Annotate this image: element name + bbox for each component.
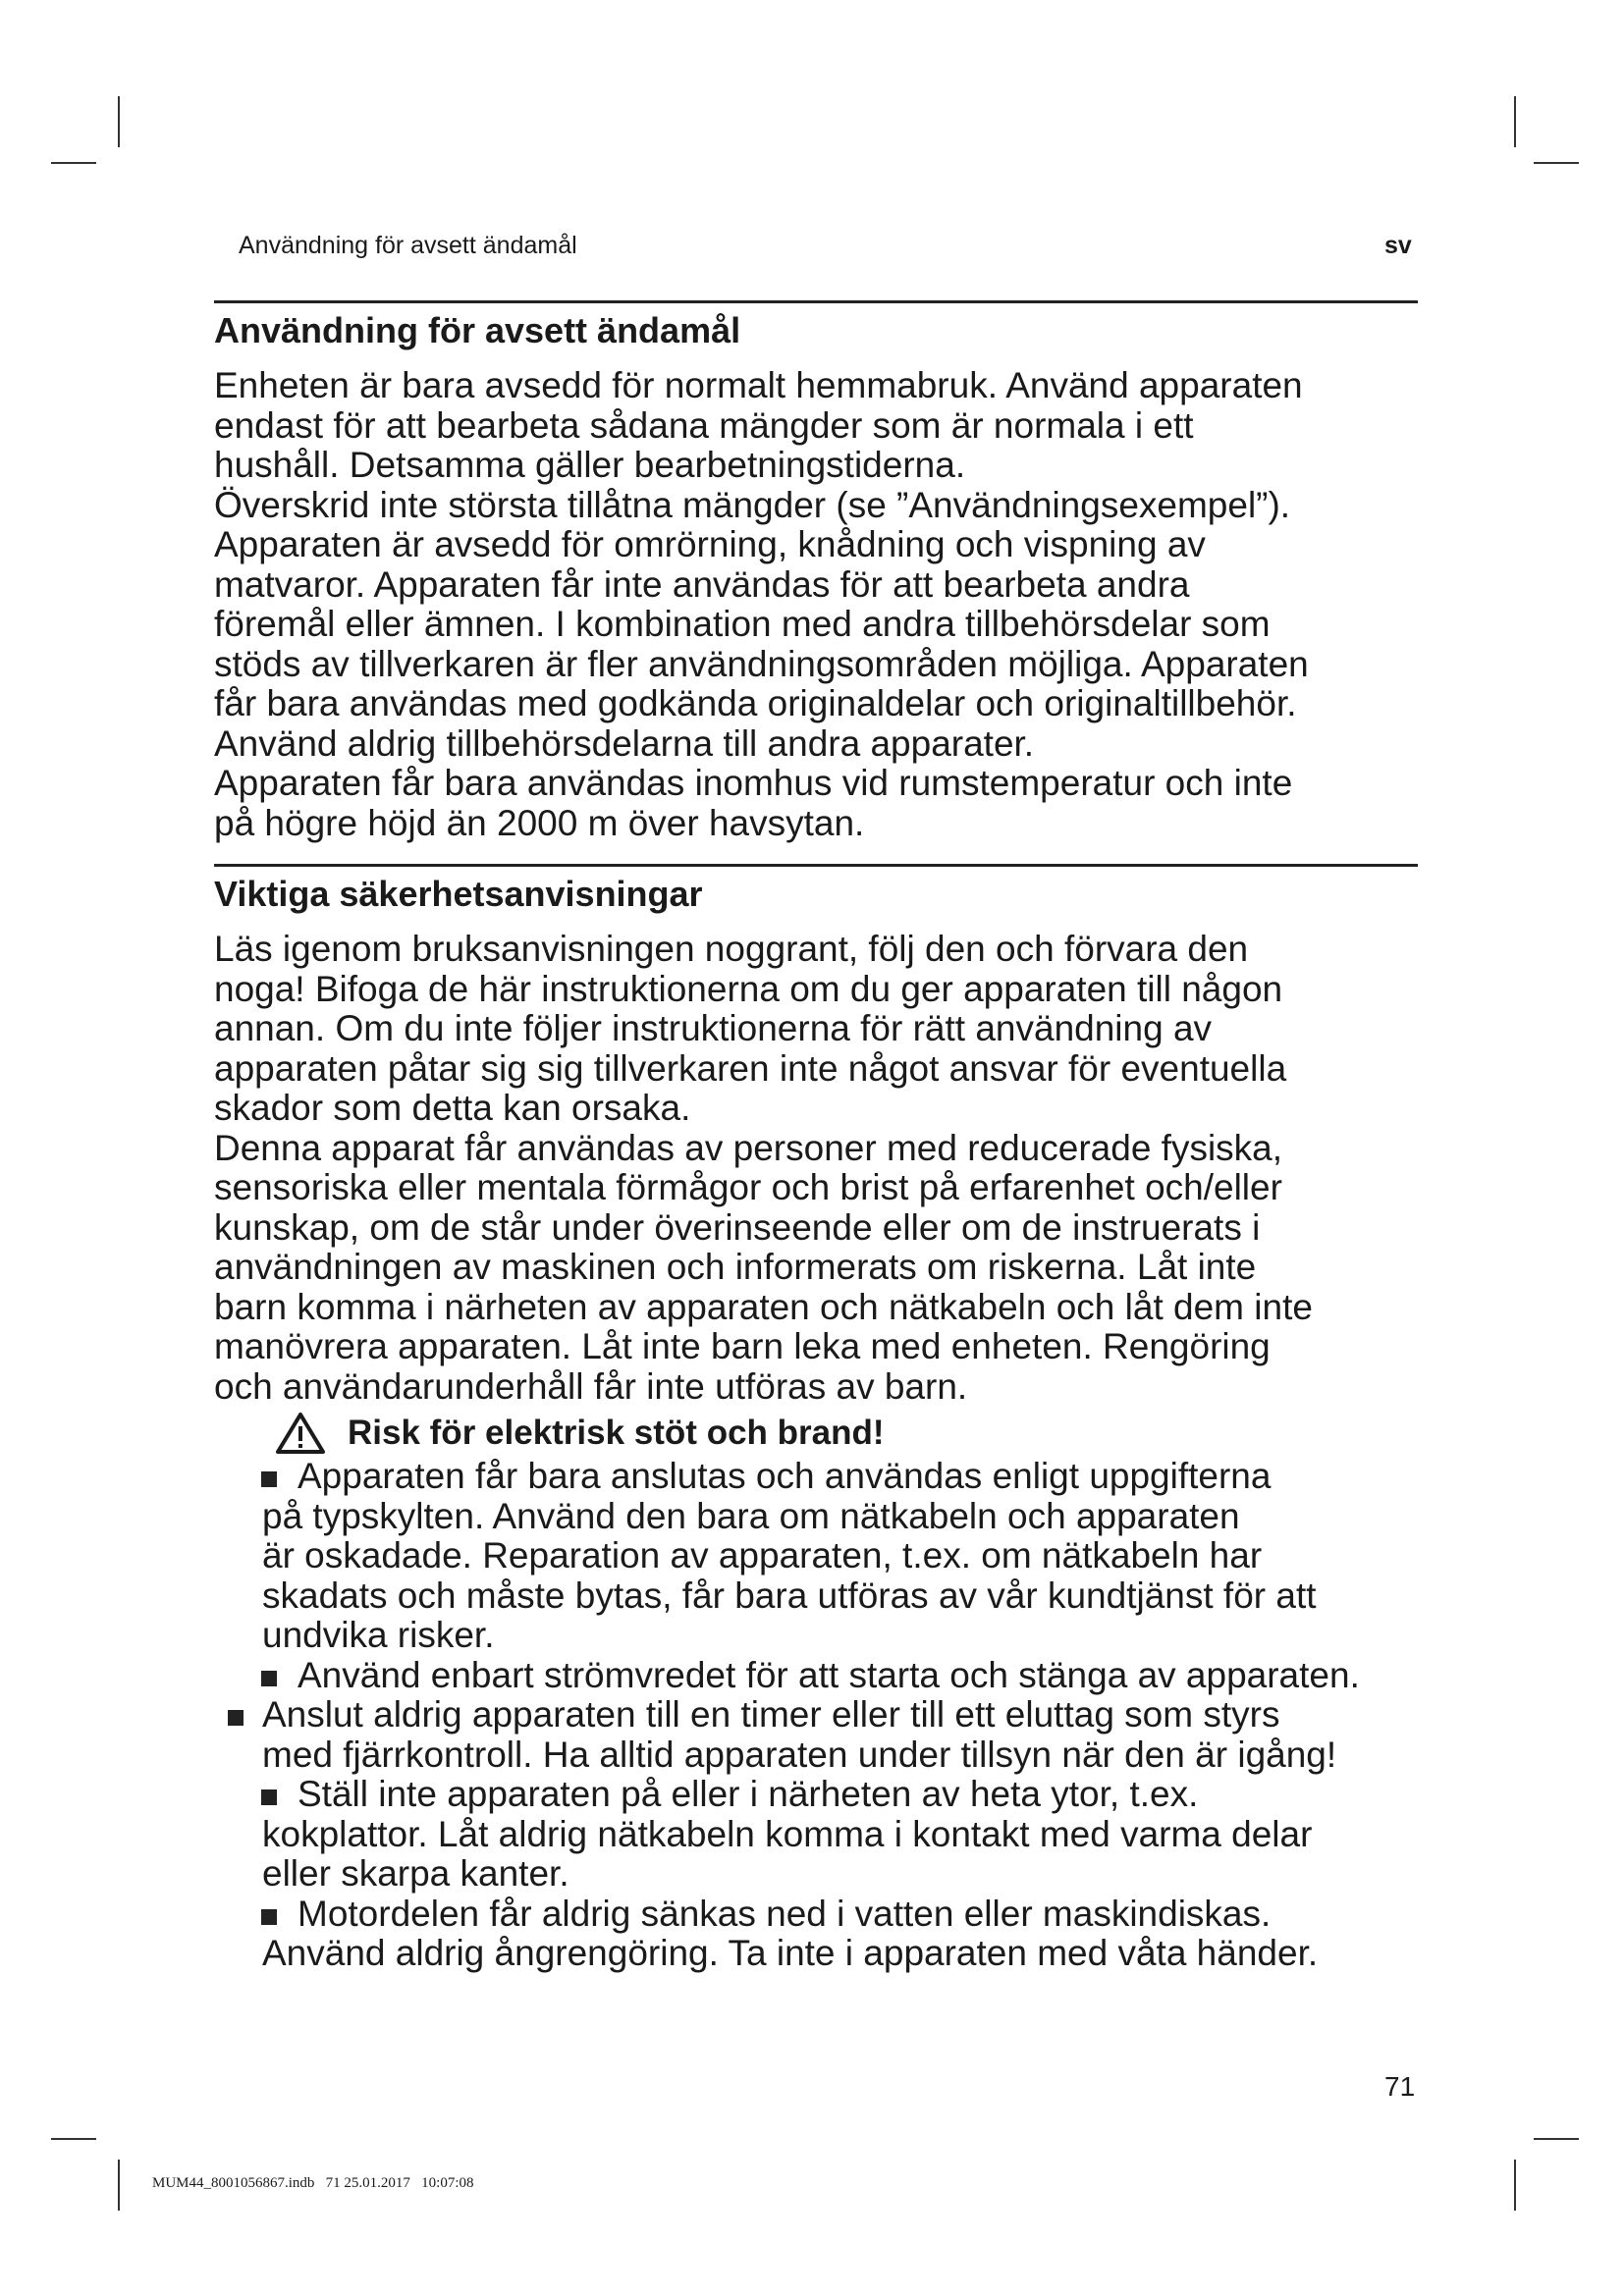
bullet-text-line: eller skarpa kanter. (262, 1853, 569, 1894)
section-heading-intended-use: Användning för avsett ändamål (214, 310, 741, 350)
crop-mark (118, 96, 120, 147)
bullet-text-line: Motordelen får aldrig sänkas ned i vatten eller maskindiskas. (298, 1893, 1272, 1934)
text-line: sensoriska eller mentala förmågor och brist på erfarenhet och/eller (214, 1167, 1282, 1207)
warning-triangle-icon (275, 1412, 326, 1455)
text-line: manövrera apparaten. Låt inte barn leka med enheten. Rengöring (214, 1326, 1271, 1366)
bullet-square-icon (228, 1710, 244, 1726)
text-line: noga! Bifoga de här instruktionerna om du ger apparaten till någon (214, 968, 1283, 1009)
text-line: och användarunderhåll får inte utföras av barn. (214, 1365, 968, 1407)
warning-heading (275, 1412, 885, 1455)
bullet-text-line: kokplattor. Låt aldrig nätkabeln komma i kontakt med varma delar (262, 1813, 1313, 1854)
bullet-text-line: Använd aldrig ångrengöring. Ta inte i apparaten med våta händer. (262, 1933, 1319, 1973)
bullet-text-line: är oskadade. Reparation av apparaten, t.ex. om nätkabeln har (262, 1535, 1263, 1575)
text-line: föremål eller ämnen. I kombination med andra tillbehörsdelar som (214, 604, 1271, 644)
print-slug: MUM44_8001056867.indb 71 25.01.2017 10:07:08 (152, 2175, 474, 2191)
bullet-text-line: skadats och måste bytas, får bara utföras av vår kundtjänst för att (262, 1575, 1317, 1616)
bullet-square-icon (261, 1909, 277, 1925)
text-line: på högre höjd än 2000 m över havsytan. (214, 802, 865, 843)
text-line: matvaror. Apparaten får inte användas för att bearbeta andra (214, 563, 1190, 605)
text-line: stöds av tillverkaren är fler användningsområden möjliga. Apparaten (214, 643, 1309, 684)
text-line: Apparaten är avsedd för omrörning, knådning och vispning av (214, 524, 1206, 564)
bullet-text-line: med fjärrkontroll. Ha alltid apparaten under tillsyn när den är igång! (262, 1734, 1337, 1775)
crop-mark (1514, 96, 1516, 147)
bullet-text-line: Använd enbart strömvredet för att starta och stänga av apparaten. (298, 1654, 1360, 1695)
text-line: Denna apparat får användas av personer med reducerade fysiska, (214, 1127, 1283, 1168)
warning-title: Risk för elektrisk stöt och brand! (348, 1414, 885, 1452)
bullet-text-line: på typskylten. Använd den bara om nätkabeln och apparaten (262, 1495, 1240, 1536)
text-line: får bara användas med godkända originaldelar och originaltillbehör. (214, 683, 1297, 723)
crop-mark (51, 2138, 96, 2140)
text-line: Enheten är bara avsedd för normalt hemmabruk. Använd apparaten (214, 365, 1303, 405)
bullet-text-line: Apparaten får bara anslutas och användas enligt uppgifterna (298, 1456, 1272, 1496)
bullet-square-icon (261, 1789, 277, 1805)
text-line: Apparaten får bara användas inomhus vid rumstemperatur och inte (214, 763, 1293, 803)
section-divider (214, 300, 1418, 303)
text-line: skador som detta kan orsaka. (214, 1088, 691, 1128)
bullet-square-icon (261, 1671, 277, 1686)
intended-use-paragraph (214, 366, 1309, 843)
section-heading-safety: Viktiga säkerhetsanvisningar (214, 874, 703, 914)
text-line: hushåll. Detsamma gäller bearbetningstiderna. (214, 445, 966, 485)
crop-mark (118, 2160, 120, 2211)
crop-mark (51, 162, 96, 164)
bullet-square-icon (261, 1471, 277, 1487)
language-code: sv (1384, 232, 1412, 259)
safety-paragraph (214, 930, 1313, 1407)
text-line: Använd aldrig tillbehörsdelarna till andra apparater. (214, 722, 1035, 764)
bullet-text-line: Anslut aldrig apparaten till en timer eller till ett eluttag som styrs (262, 1694, 1280, 1735)
text-line: Läs igenom bruksanvisningen noggrant, följ den och förvara den (214, 929, 1249, 969)
section-divider (214, 864, 1418, 867)
text-line: annan. Om du inte följer instruktionerna för rätt användning av (214, 1008, 1213, 1048)
running-header: Användning för avsett ändamål (239, 232, 577, 259)
page-number: 71 (1384, 2071, 1416, 2102)
crop-mark (1534, 162, 1579, 164)
text-line: kunskap, om de står under överinseende eller om de instruerats i (214, 1206, 1261, 1248)
crop-mark (1514, 2160, 1516, 2211)
text-line: apparaten påtar sig sig tillverkaren inte något ansvar för eventuella (214, 1047, 1287, 1089)
text-line: barn komma i närheten av apparaten och nätkabeln och låt dem inte (214, 1286, 1313, 1327)
bullet-text-line: Ställ inte apparaten på eller i närheten av heta ytor, t.ex. (298, 1774, 1199, 1814)
bullet-text-line: undvika risker. (262, 1615, 495, 1655)
text-line: Överskrid inte största tillåtna mängder (se ”Användningsexempel”). (214, 484, 1291, 525)
crop-mark (1534, 2138, 1579, 2140)
text-line: endast för att bearbeta sådana mängder som är normala i ett (214, 404, 1194, 446)
text-line: användningen av maskinen och informerats om riskerna. Låt inte (214, 1247, 1257, 1287)
